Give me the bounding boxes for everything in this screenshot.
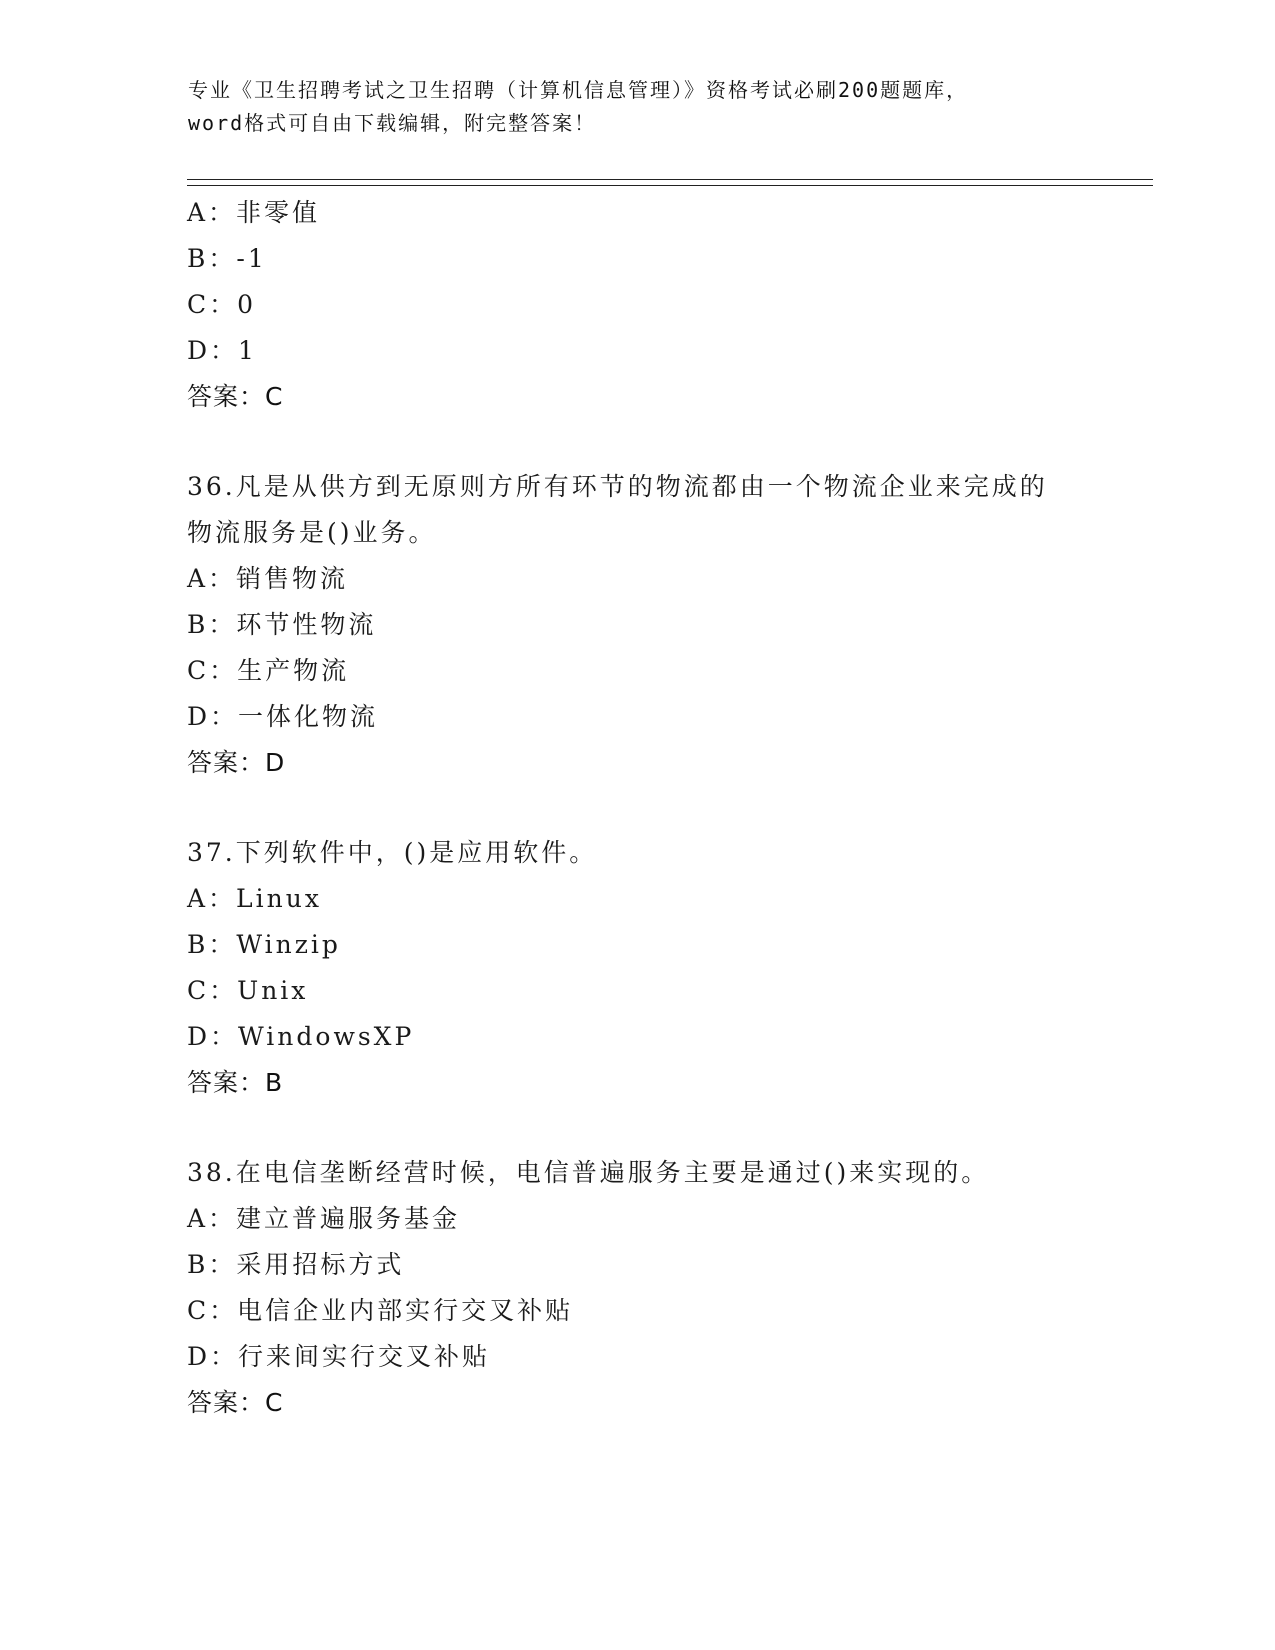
question-text: 36.凡是从供方到无原则方所有环节的物流都由一个物流企业来完成的 [187,472,1048,501]
question-block [187,1150,1137,1426]
option-c: C：电信企业内部实行交叉补贴 [187,1296,574,1325]
option-d: D：一体化物流 [187,702,379,731]
answer-line: 答案：C [187,382,284,411]
option-b: B：Winzip [187,930,341,959]
option-b: B：-1 [187,244,267,273]
question-block [187,190,1137,420]
option-a: A：Linux [187,884,322,913]
block-spacer [187,420,1137,464]
question-block [187,830,1137,1106]
header-divider [187,179,1153,186]
question-text: 37.下列软件中，()是应用软件。 [187,838,598,867]
question-text: 物流服务是()业务。 [187,518,437,547]
question-list [187,190,1137,1426]
option-b: B：环节性物流 [187,610,377,639]
answer-line: 答案：D [187,748,286,777]
block-spacer [187,786,1137,830]
header-line-1: 专业《卫生招聘考试之卫生招聘（计算机信息管理）》资格考试必刷200题题库， [188,78,969,102]
header-line-2: word格式可自由下载编辑，附完整答案！ [188,111,597,135]
question-block [187,464,1137,786]
answer-line: 答案：B [187,1068,284,1097]
option-a: A：建立普遍服务基金 [187,1204,461,1233]
option-c: C：Unix [187,976,309,1005]
option-c: C：生产物流 [187,656,350,685]
answer-line: 答案：C [187,1388,284,1417]
option-d: D：1 [187,336,257,365]
option-c: C：0 [187,290,257,319]
block-spacer [187,1106,1137,1150]
option-d: D：行来间实行交叉补贴 [187,1342,491,1371]
document-header [188,74,1088,140]
option-b: B：采用招标方式 [187,1250,405,1279]
option-a: A：非零值 [187,198,321,227]
question-text: 38.在电信垄断经营时候，电信普遍服务主要是通过()来实现的。 [187,1158,990,1187]
option-d: D：WindowsXP [187,1022,415,1051]
option-a: A：销售物流 [187,564,349,593]
